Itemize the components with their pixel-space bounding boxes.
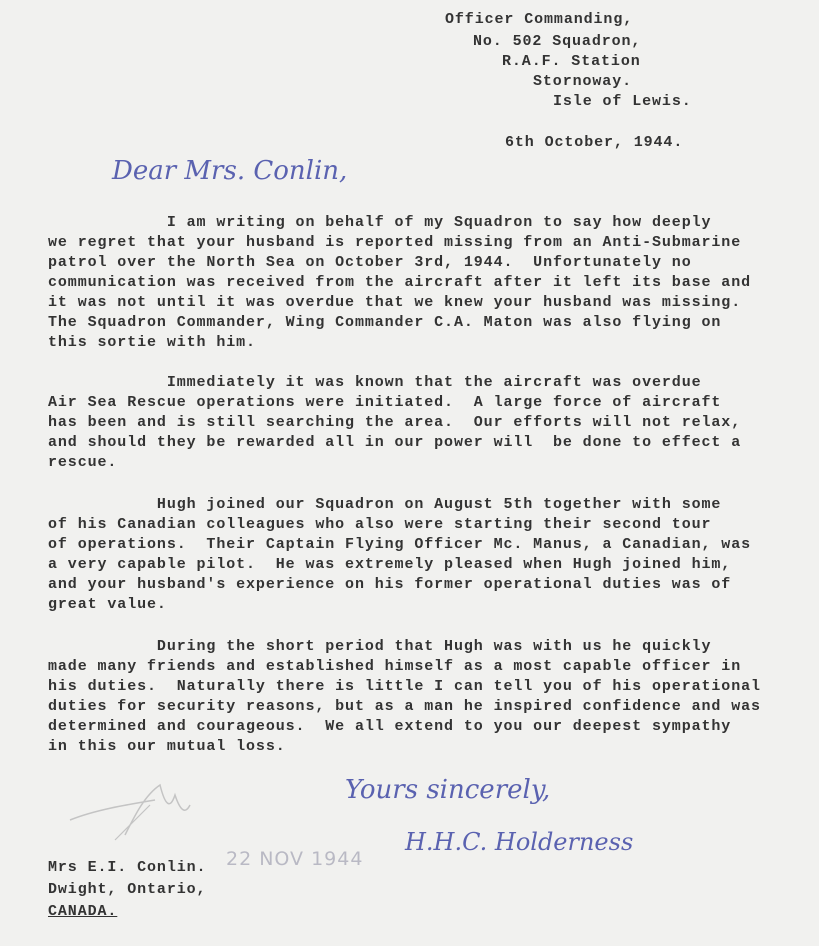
recipient-line-2: Dwight, Ontario,	[48, 881, 207, 898]
line: determined and courageous. We all extend to you our deepest sympathy	[48, 718, 732, 735]
line: great value.	[48, 596, 167, 613]
letter-date: 6th October, 1944.	[505, 134, 684, 151]
line: Air Sea Rescue operations were initiated. A large force of aircraft	[48, 394, 722, 411]
line: it was not until it was overdue that we knew your husband was missing.	[48, 294, 742, 311]
signature: H.H.C. Holderness	[405, 828, 634, 856]
line: patrol over the North Sea on October 3rd, 1944. Unfortunately no	[48, 254, 692, 271]
recipient-line-1: Mrs E.I. Conlin.	[48, 859, 207, 876]
line: his duties. Naturally there is little I can tell you of his operational	[48, 678, 761, 695]
line: this sortie with him.	[48, 334, 256, 351]
line: and should they be rewarded all in our power will be done to effect a	[48, 434, 742, 451]
line: we regret that your husband is reported missing from an Anti-Submarine	[48, 234, 742, 251]
line: of operations. Their Captain Flying Officer Mc. Manus, a Canadian, was	[48, 536, 752, 553]
salutation: Dear Mrs. Conlin,	[112, 156, 348, 186]
recipient-line-3: CANADA.	[48, 903, 118, 920]
line: a very capable pilot. He was extremely pleased when Hugh joined him,	[48, 556, 732, 573]
sender-line-5: Isle of Lewis.	[553, 93, 692, 110]
line: of his Canadian colleagues who also were starting their second tour	[48, 516, 712, 533]
line: Hugh joined our Squadron on August 5th together with some	[48, 496, 722, 513]
closing: Yours sincerely,	[345, 775, 551, 805]
line: The Squadron Commander, Wing Commander C.A. Maton was also flying on	[48, 314, 722, 331]
line: in this our mutual loss.	[48, 738, 286, 755]
line: and your husband's experience on his former operational duties was of	[48, 576, 732, 593]
line: During the short period that Hugh was with us he quickly	[48, 638, 712, 655]
sender-line-3: R.A.F. Station	[502, 53, 641, 70]
paragraph-2	[48, 373, 788, 473]
paragraph-4	[48, 637, 788, 757]
received-date-stamp: 22 NOV 1944	[226, 848, 364, 870]
paragraph-3	[48, 495, 788, 615]
line: duties for security reasons, but as a man he inspired confidence and was	[48, 698, 761, 715]
line: made many friends and established himself as a most capable officer in	[48, 658, 742, 675]
paragraph-1	[48, 213, 788, 353]
sender-line-2: No. 502 Squadron,	[473, 33, 642, 50]
line: communication was received from the aircraft after it left its base and	[48, 274, 752, 291]
line: rescue.	[48, 454, 118, 471]
line: has been and is still searching the area. Our efforts will not relax,	[48, 414, 742, 431]
line: I am writing on behalf of my Squadron to say how deeply	[48, 214, 712, 231]
sender-line-4: Stornoway.	[533, 73, 633, 90]
sender-line-1: Officer Commanding,	[445, 11, 634, 28]
initials-mark	[65, 775, 195, 845]
line: Immediately it was known that the aircraft was overdue	[48, 374, 702, 391]
